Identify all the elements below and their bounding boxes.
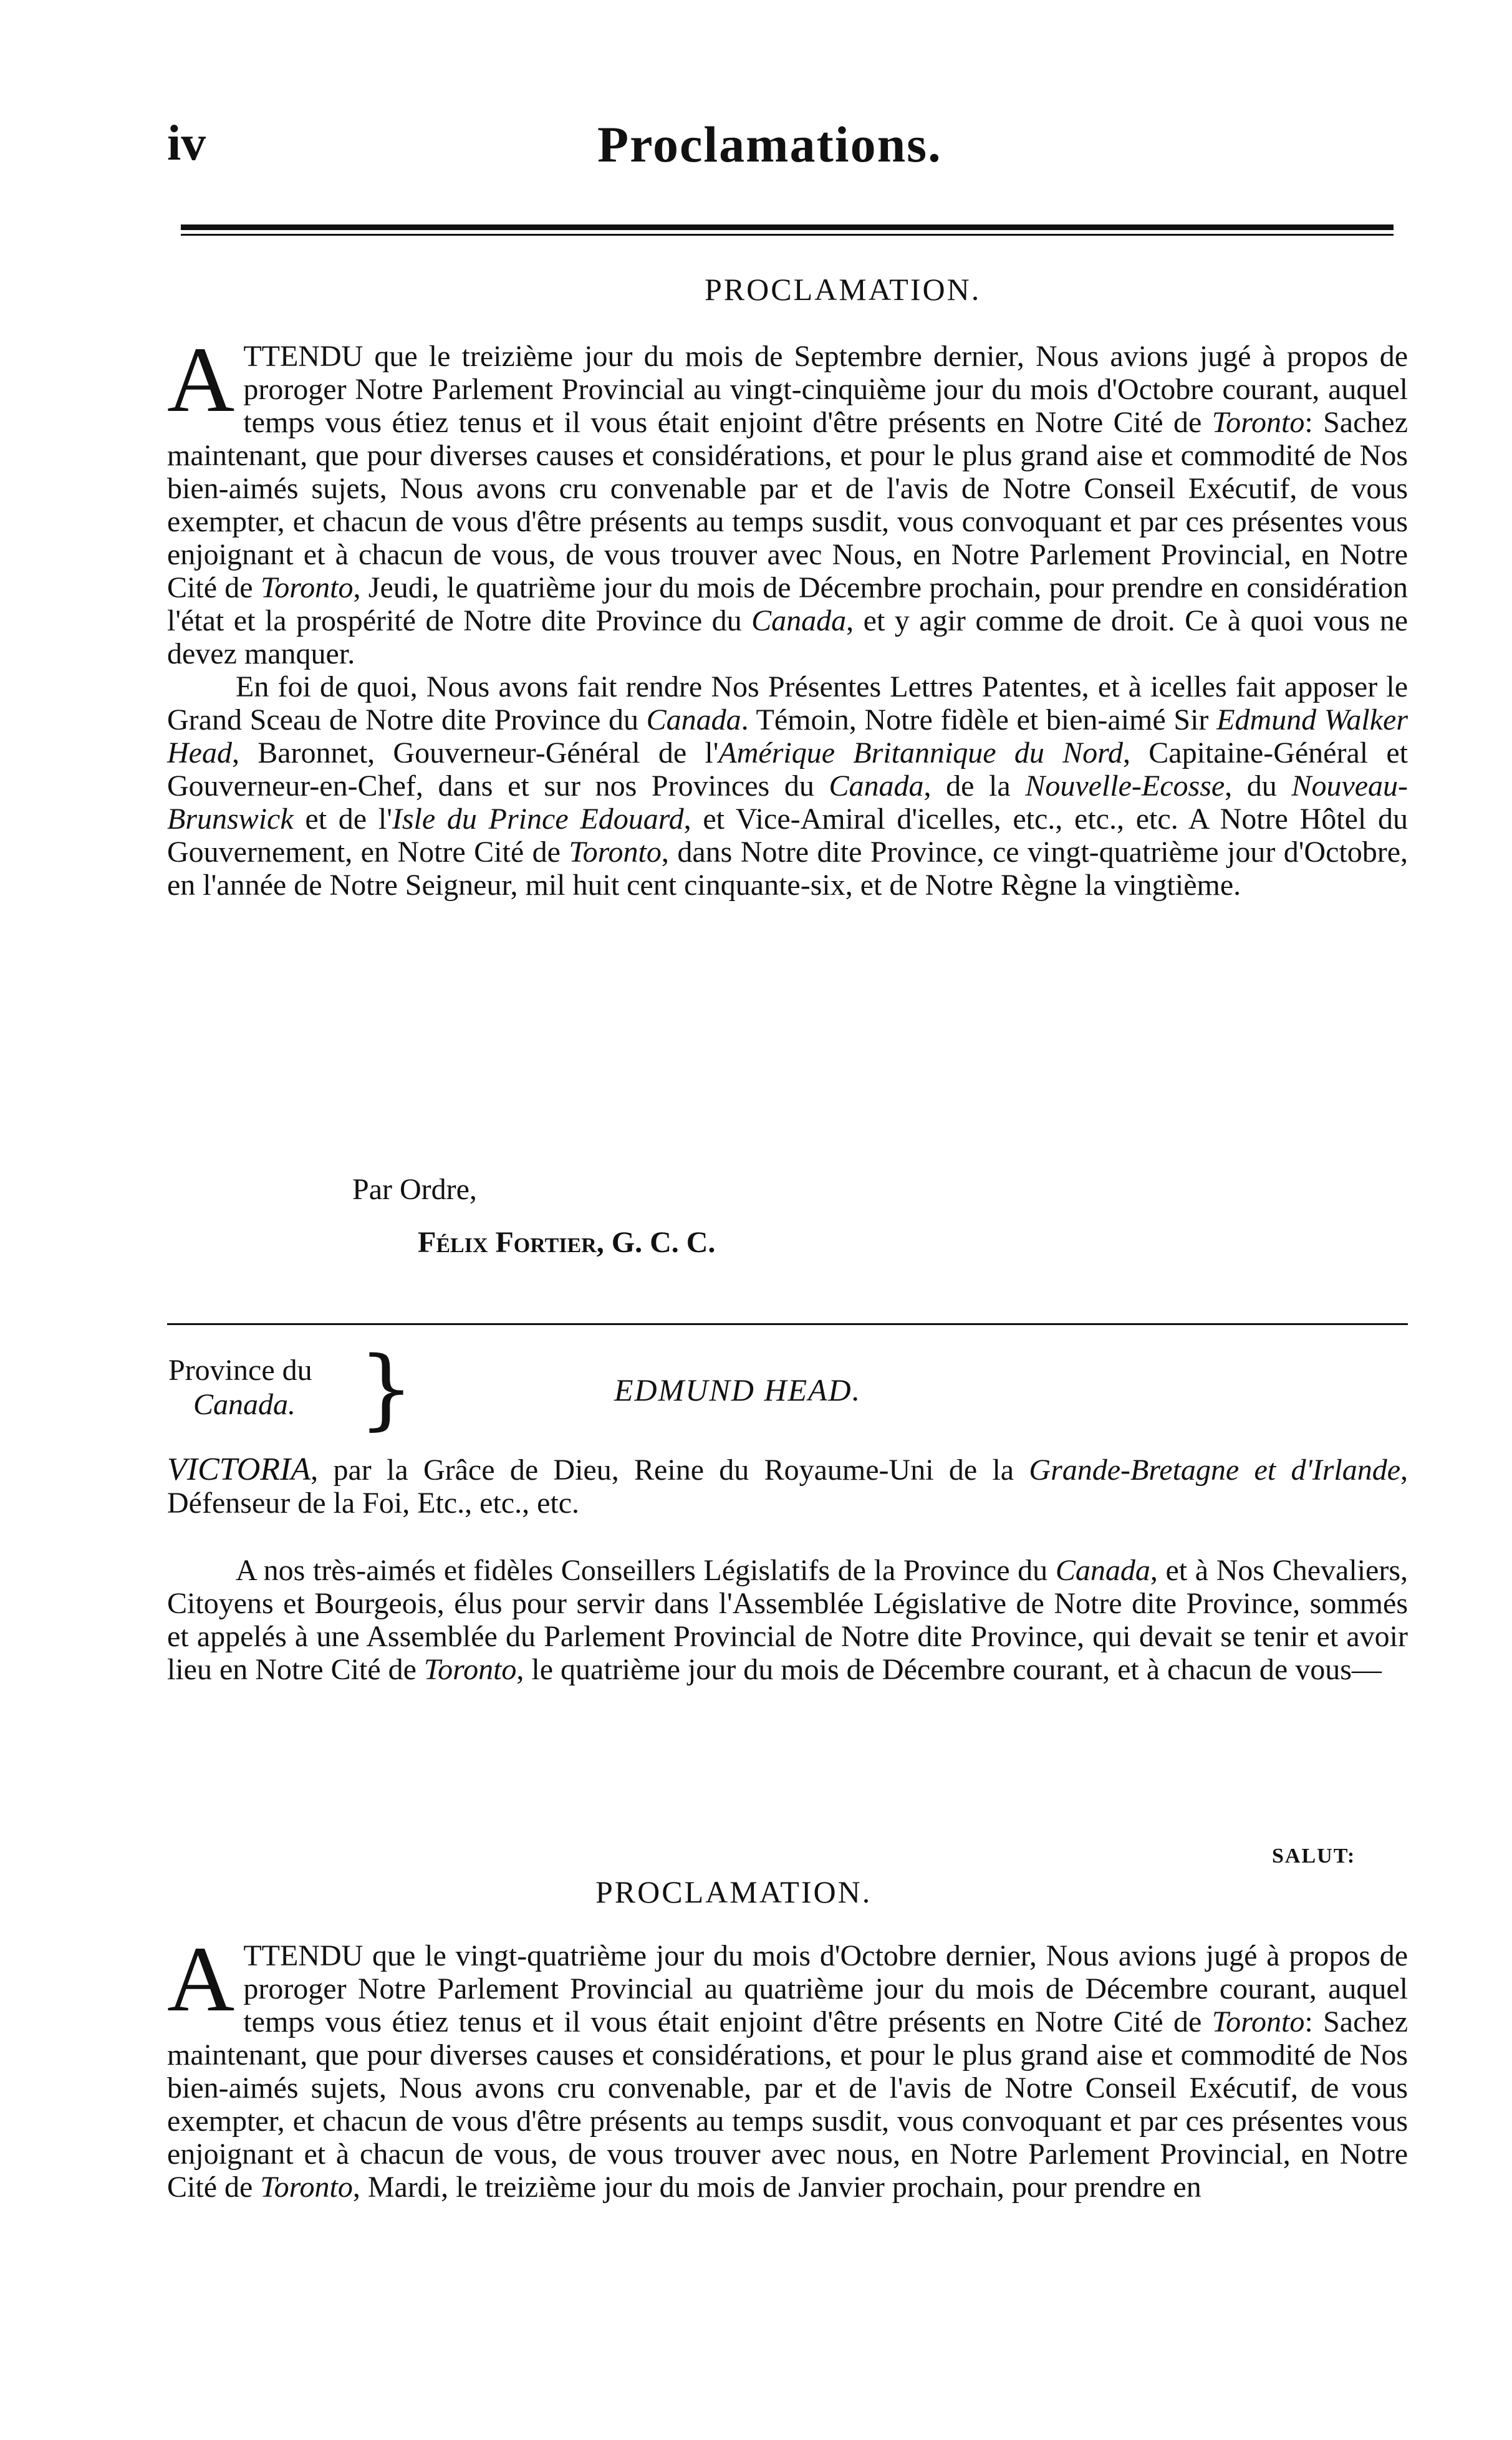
place-name: Canada bbox=[646, 703, 741, 736]
brace-glyph: } bbox=[359, 1338, 415, 1440]
section-divider bbox=[167, 1323, 1408, 1325]
page-header bbox=[167, 115, 1395, 184]
place-name: Toronto bbox=[260, 571, 354, 604]
place-name: Toronto bbox=[569, 836, 662, 869]
attestation-paragraph bbox=[167, 670, 1408, 902]
place-name: Canada bbox=[751, 604, 847, 637]
place-name: Grande-Bretagne et d'Irlande bbox=[1029, 1454, 1401, 1487]
text-run: , et y agir comme de droit. Ce à quoi vous ne devez manquer. bbox=[167, 604, 1408, 670]
text-run: , Jeudi, le quatrième jour du mois de Décembre prochain, pour prendre en considération l'état et la prospérité de Notre dite Province du bbox=[167, 571, 1408, 637]
text-run: : Sachez maintenant, que pour diverses causes et considérations, et pour le plus grand aise et commodité de Nos bien-aimés sujets, Nous avons cru convenable par et de l'avis de Notre Conseil Exécutif, de vous exempter, et chacun de vous d'être présents au temps susdit, vous convoquant et par ces présentes vous enjoignant et à chacun de vous, de vous trouver avec Nous, en Notre Parlement Provincial, en Notre Cité de bbox=[167, 406, 1408, 604]
proclamation-1-paragraph bbox=[167, 328, 1408, 670]
place-name: Nouveau-Brunswick bbox=[167, 769, 1408, 836]
text-run: En foi de quoi, Nous avons fait rendre Nos Présentes Lettres Patentes, et à icelles fait apposer le Grand Sceau de Notre dite Province du bbox=[167, 670, 1408, 736]
text-run: , du bbox=[1225, 769, 1277, 803]
dropcap-letter-2: A bbox=[167, 1927, 235, 2031]
text-run: A nos très-aimés et fidèles Conseillers Législatifs de la Province du bbox=[236, 1554, 1048, 1587]
governor-signature: EDMUND HEAD. bbox=[614, 1372, 862, 1407]
page-number: iv bbox=[167, 116, 206, 171]
text-run: , de la bbox=[923, 769, 1011, 803]
proclamation-2-paragraph bbox=[167, 1927, 1408, 2204]
text-run: . Témoin, Notre fidèle et bien-aimé Sir bbox=[741, 703, 1209, 736]
person-name: Edmund Walker Head bbox=[167, 703, 1408, 769]
text-run: : Sachez maintenant, que pour diverses causes et considérations, et pour le plus grand aise et commodité de Nos bien-aimés sujets, Nous avons cru convenable, par et de l'avis de Notre Conseil Exécutif, de vous exempter, et chacun de vous d'être présents au temps susdit, vous convoquant et par ces présentes vous enjoignant et à chacun de vous, de vous trouver avec nous, en Notre Parlement Provincial, en Notre Cité de bbox=[167, 2005, 1408, 2204]
place-name: Toronto bbox=[260, 2171, 353, 2204]
proclamation-title-2: PROCLAMATION. bbox=[595, 1874, 872, 1909]
place-name: Canada bbox=[829, 769, 924, 803]
text-run: TTENDU que le treizième jour du mois de Septembre dernier, Nous avions jugé à propos de proroger Notre Parlement Provincial au vingt-cinquième jour du mois d'Octobre courant, auquel temps vous étiez tenus et il vous était enjoint d'être présents en Notre Cité de bbox=[243, 340, 1408, 439]
signature-fortier: Félix Fortier, G. C. C. bbox=[418, 1226, 716, 1259]
place-name: Toronto bbox=[1211, 406, 1305, 439]
text-run: , Mardi, le treizième jour du mois de Janvier prochain, pour prendre en bbox=[352, 2171, 1201, 2204]
proclamation-1-body bbox=[167, 328, 1408, 902]
province-line-1: Province du bbox=[168, 1354, 312, 1387]
text-run: , dans Notre dite Province, ce vingt-quatrième jour d'Octobre, en l'année de Notre Seigneur, mil huit cent cinquante-six, et de Notre Règne la vingtième. bbox=[167, 836, 1408, 902]
place-name: Toronto bbox=[423, 1653, 517, 1686]
text-run: et de l' bbox=[305, 803, 392, 836]
proclamation-2-body bbox=[167, 1927, 1408, 2204]
sovereign-name: VICTORIA bbox=[167, 1452, 311, 1487]
victoria-preamble bbox=[167, 1453, 1408, 1686]
text-run: TTENDU que le vingt-quatrième jour du mois d'Octobre dernier, Nous avions jugé à propos de proroger Notre Parlement Provincial au quatrième jour du mois de Décembre courant, auquel temps vous étiez tenus et il vous était enjoint d'être présents en Notre Cité de bbox=[243, 1939, 1408, 2038]
header-rule bbox=[181, 224, 1394, 230]
header-rule-thin bbox=[181, 234, 1394, 236]
place-name: Toronto bbox=[1211, 2005, 1305, 2038]
province-line-2: Canada. bbox=[193, 1388, 296, 1421]
text-run: , Défenseur de la Foi, Etc., etc., etc. bbox=[167, 1454, 1408, 1520]
province-label bbox=[168, 1353, 312, 1422]
running-title: Proclamations. bbox=[597, 116, 942, 173]
par-ordre: Par Ordre, bbox=[352, 1173, 477, 1206]
text-run: , et à Nos Chevaliers, Citoyens et Bourgeois, élus pour servir dans l'Assemblée Législative de Notre dite Province, sommés et appelés à une Assemblée du Parlement Provincial de Notre dite Province, qui devait se tenir et avoir lieu en Notre Cité de bbox=[167, 1554, 1408, 1686]
text-run: , Capitaine-Général et Gouverneur-en-Chef, dans et sur nos Provinces du bbox=[167, 736, 1408, 803]
victoria-paragraph bbox=[167, 1453, 1408, 1520]
place-name: Canada bbox=[1055, 1554, 1150, 1587]
salut-label: SALUT: bbox=[1272, 1844, 1356, 1868]
dropcap-letter: A bbox=[167, 328, 235, 432]
place-name: Amérique Britannique du Nord bbox=[718, 736, 1124, 769]
text-run: , et Vice-Amiral d'icelles, etc., etc., etc. A Notre Hôtel du Gouvernement, en Notre Cité de bbox=[167, 803, 1408, 869]
address-paragraph bbox=[167, 1554, 1408, 1686]
text-run: , Baronnet, Gouverneur-Général de l' bbox=[231, 736, 719, 769]
text-run: , le quatrième jour du mois de Décembre courant, et à chacun de vous— bbox=[516, 1653, 1382, 1686]
place-name: Nouvelle-Ecosse bbox=[1025, 769, 1225, 803]
place-name: Isle du Prince Edouard bbox=[392, 803, 684, 836]
proclamation-title-1: PROCLAMATION. bbox=[705, 272, 981, 307]
text-run: , par la Grâce de Dieu, Reine du Royaume-Uni de la bbox=[311, 1454, 1014, 1487]
